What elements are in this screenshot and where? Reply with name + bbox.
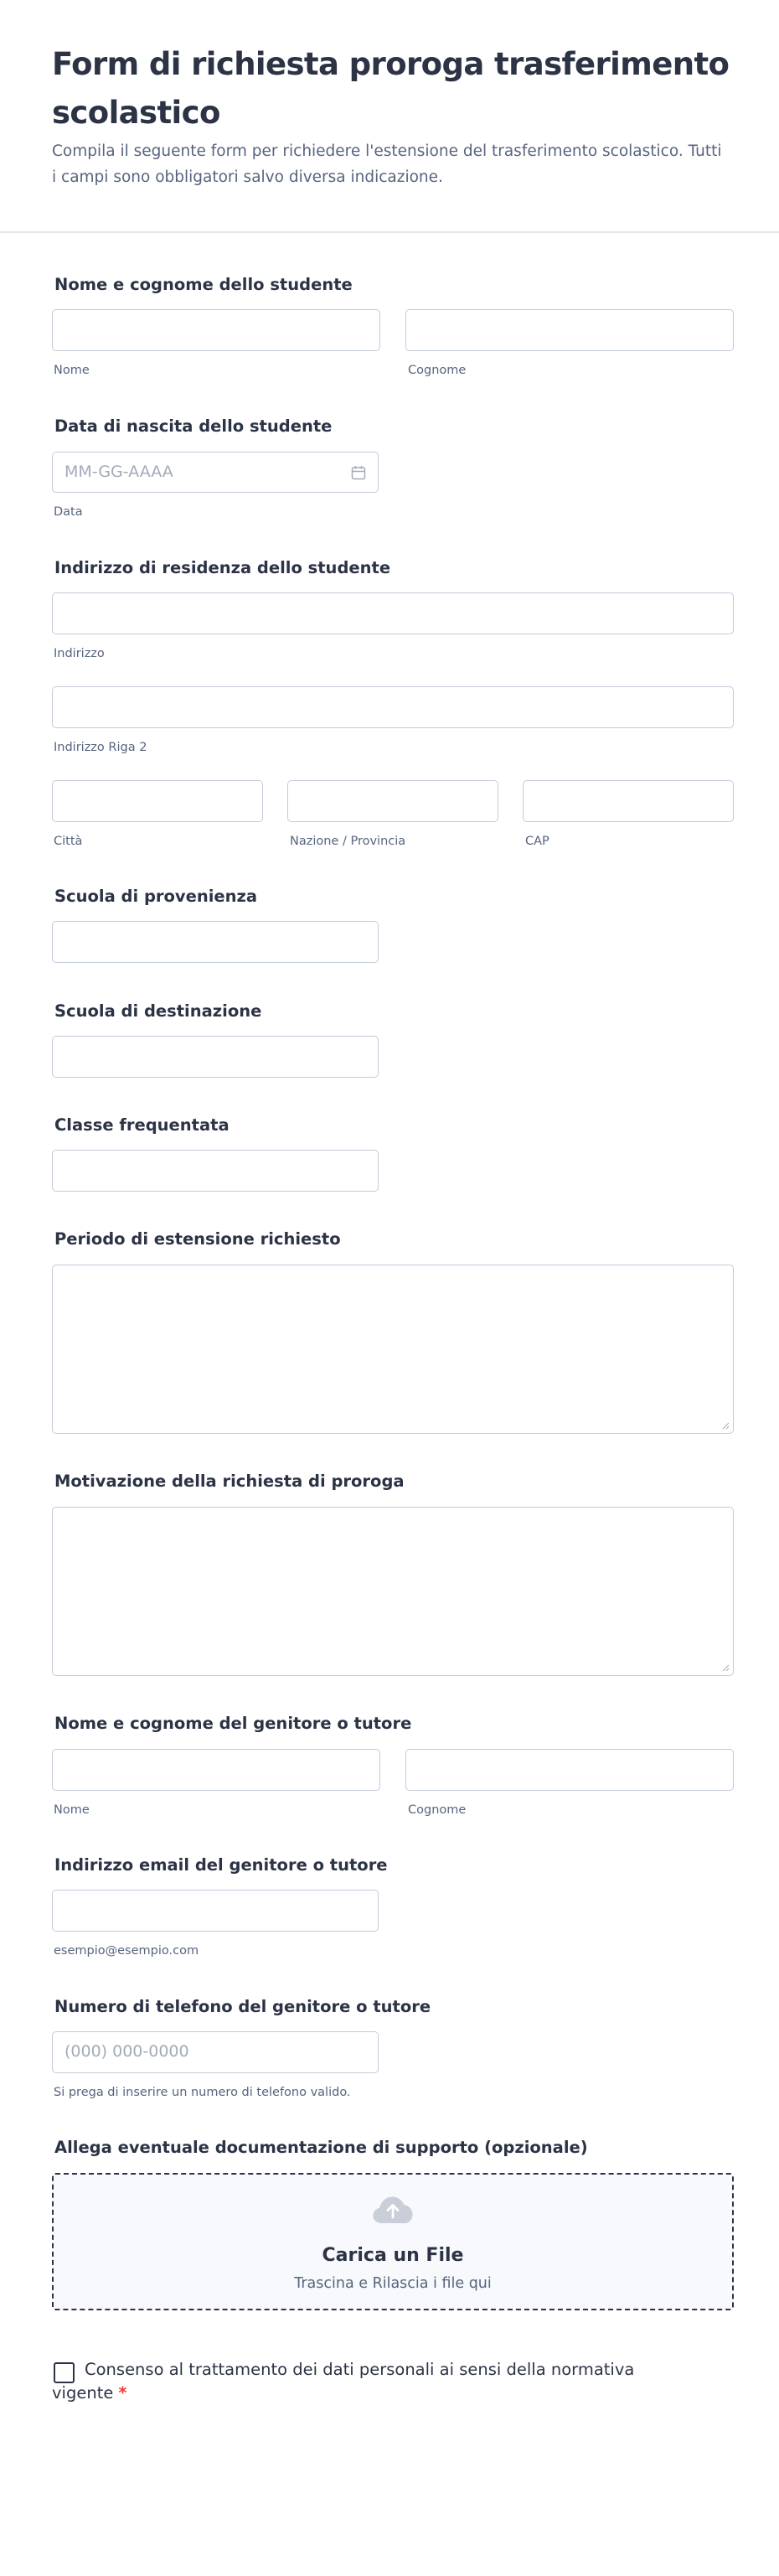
student-last-name-input[interactable]	[405, 309, 734, 351]
consent-text	[52, 2358, 655, 2405]
student-name-label: Nome e cognome dello studente	[54, 275, 353, 294]
motivation-textarea[interactable]	[52, 1507, 734, 1676]
guardian-phone-placeholder: (000) 000-0000	[64, 2042, 189, 2061]
form-subtitle: Compila il seguente form per richiedere l'estensione del trasferimento scolastico. Tutti i campi sono obbligatori salvo diversa indicazione.	[52, 142, 722, 186]
form-header	[0, 0, 779, 233]
destination-school-label: Scuola di destinazione	[54, 1001, 262, 1021]
birth-date-input[interactable]	[52, 452, 379, 493]
guardian-phone-input[interactable]	[52, 2031, 379, 2073]
consent-label: Consenso al trattamento dei dati personali ai sensi della normativa vigente	[52, 2360, 635, 2403]
birth-date-sublabel: Data	[54, 505, 83, 519]
birth-date-placeholder: MM-GG-AAAA	[64, 463, 173, 481]
guardian-email-sublabel: esempio@esempio.com	[54, 1944, 199, 1958]
origin-school-input[interactable]	[52, 921, 379, 963]
extension-period-textarea[interactable]	[52, 1265, 734, 1434]
guardian-last-name-input[interactable]	[405, 1749, 734, 1791]
destination-school-input[interactable]	[52, 1036, 379, 1078]
student-last-name-sublabel: Cognome	[408, 364, 467, 377]
address-line2-input[interactable]	[52, 686, 734, 728]
resize-handle-icon[interactable]	[721, 1421, 730, 1430]
guardian-phone-label: Numero di telefono del genitore o tutore	[54, 1997, 431, 2016]
address-line1-sublabel: Indirizzo	[54, 647, 105, 660]
guardian-name-label: Nome e cognome del genitore o tutore	[54, 1714, 412, 1733]
upload-title: Carica un File	[322, 2245, 464, 2266]
upload-subtitle: Trascina e Rilascia i file qui	[294, 2275, 492, 2292]
zip-sublabel: CAP	[525, 835, 549, 848]
city-sublabel: Città	[54, 835, 83, 848]
state-input[interactable]	[287, 780, 498, 822]
required-asterisk: *	[118, 2383, 127, 2403]
guardian-email-label: Indirizzo email del genitore o tutore	[54, 1855, 388, 1875]
student-first-name-input[interactable]	[52, 309, 380, 351]
class-attended-label: Classe frequentata	[54, 1115, 230, 1135]
guardian-last-name-sublabel: Cognome	[408, 1803, 467, 1817]
extension-period-label: Periodo di estensione richiesto	[54, 1229, 341, 1249]
state-sublabel: Nazione / Provincia	[290, 835, 406, 848]
class-attended-input[interactable]	[52, 1150, 379, 1192]
birth-date-label: Data di nascita dello studente	[54, 416, 333, 436]
cloud-upload-icon	[372, 2195, 414, 2225]
guardian-first-name-sublabel: Nome	[54, 1803, 90, 1817]
address-line2-sublabel: Indirizzo Riga 2	[54, 741, 147, 754]
guardian-email-input[interactable]	[52, 1890, 379, 1932]
address-line1-input[interactable]	[52, 592, 734, 634]
address-label: Indirizzo di residenza dello studente	[54, 558, 391, 577]
guardian-first-name-input[interactable]	[52, 1749, 380, 1791]
file-upload-dropzone[interactable]	[52, 2173, 734, 2310]
city-input[interactable]	[52, 780, 263, 822]
guardian-phone-sublabel: Si prega di inserire un numero di telefono valido.	[54, 2086, 351, 2099]
student-first-name-sublabel: Nome	[54, 364, 90, 377]
origin-school-label: Scuola di provenienza	[54, 887, 258, 906]
resize-handle-icon[interactable]	[721, 1663, 730, 1672]
calendar-icon[interactable]	[351, 465, 366, 480]
zip-input[interactable]	[523, 780, 734, 822]
motivation-label: Motivazione della richiesta di proroga	[54, 1472, 405, 1491]
attachment-label: Allega eventuale documentazione di supporto (opzionale)	[54, 2138, 588, 2157]
form-title: Form di richiesta proroga trasferimento scolastico	[52, 46, 730, 131]
